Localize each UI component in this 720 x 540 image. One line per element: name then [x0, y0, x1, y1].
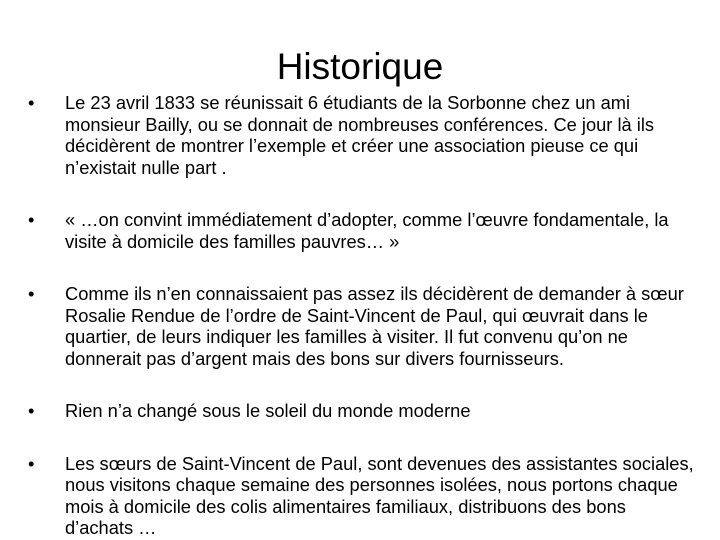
slide-title: Historique [276, 46, 444, 87]
bullet-text: Rien n’a changé sous le soleil du monde moderne [65, 400, 471, 421]
bullet-text: Le 23 avril 1833 se réunissait 6 étudiants de la Sorbonne chez un ami monsieur Bailly, ou se donnait de nombreuses conférences. Ce jour là ils décidèrent de montrer l’exemple et créer une association pieuse ce qui n’existait nulle part . [65, 92, 655, 178]
bullet-item [28, 400, 698, 422]
bullet-dot-icon: • [28, 452, 35, 474]
bullet-dot-icon: • [28, 283, 35, 304]
bullet-list [28, 92, 698, 540]
bullet-text: « …on convint immédiatement d’adopter, comme l’œuvre fondamentale, la visite à domicile des familles pauvres… » [65, 209, 669, 252]
bullet-text: Comme ils n’en connaissaient pas assez ils décidèrent de demander à sœur Rosalie Rendue de l’ordre de Saint-Vincent de Paul, qui œuvrait dans le quartier, de leurs indiquer les familles à visiter. Il fut convenu qu’on ne donnerait pas d’argent mais des bons sur divers fournisseurs. [65, 283, 684, 369]
bullet-dot-icon: • [28, 209, 35, 230]
bullet-item [28, 92, 698, 178]
bullet-dot-icon: • [28, 92, 35, 113]
bullet-text: Les sœurs de Saint-Vincent de Paul, sont devenues des assistantes sociales, nous visitons chaque semaine des personnes isolées, nous portons chaque mois à domicile des colis alimentaires familiaux, distribuons des bons d’achats … [65, 452, 694, 538]
bullet-item [28, 209, 698, 252]
bullet-item [28, 453, 698, 539]
bullet-dot-icon: • [28, 400, 35, 421]
bullet-item [28, 283, 698, 369]
